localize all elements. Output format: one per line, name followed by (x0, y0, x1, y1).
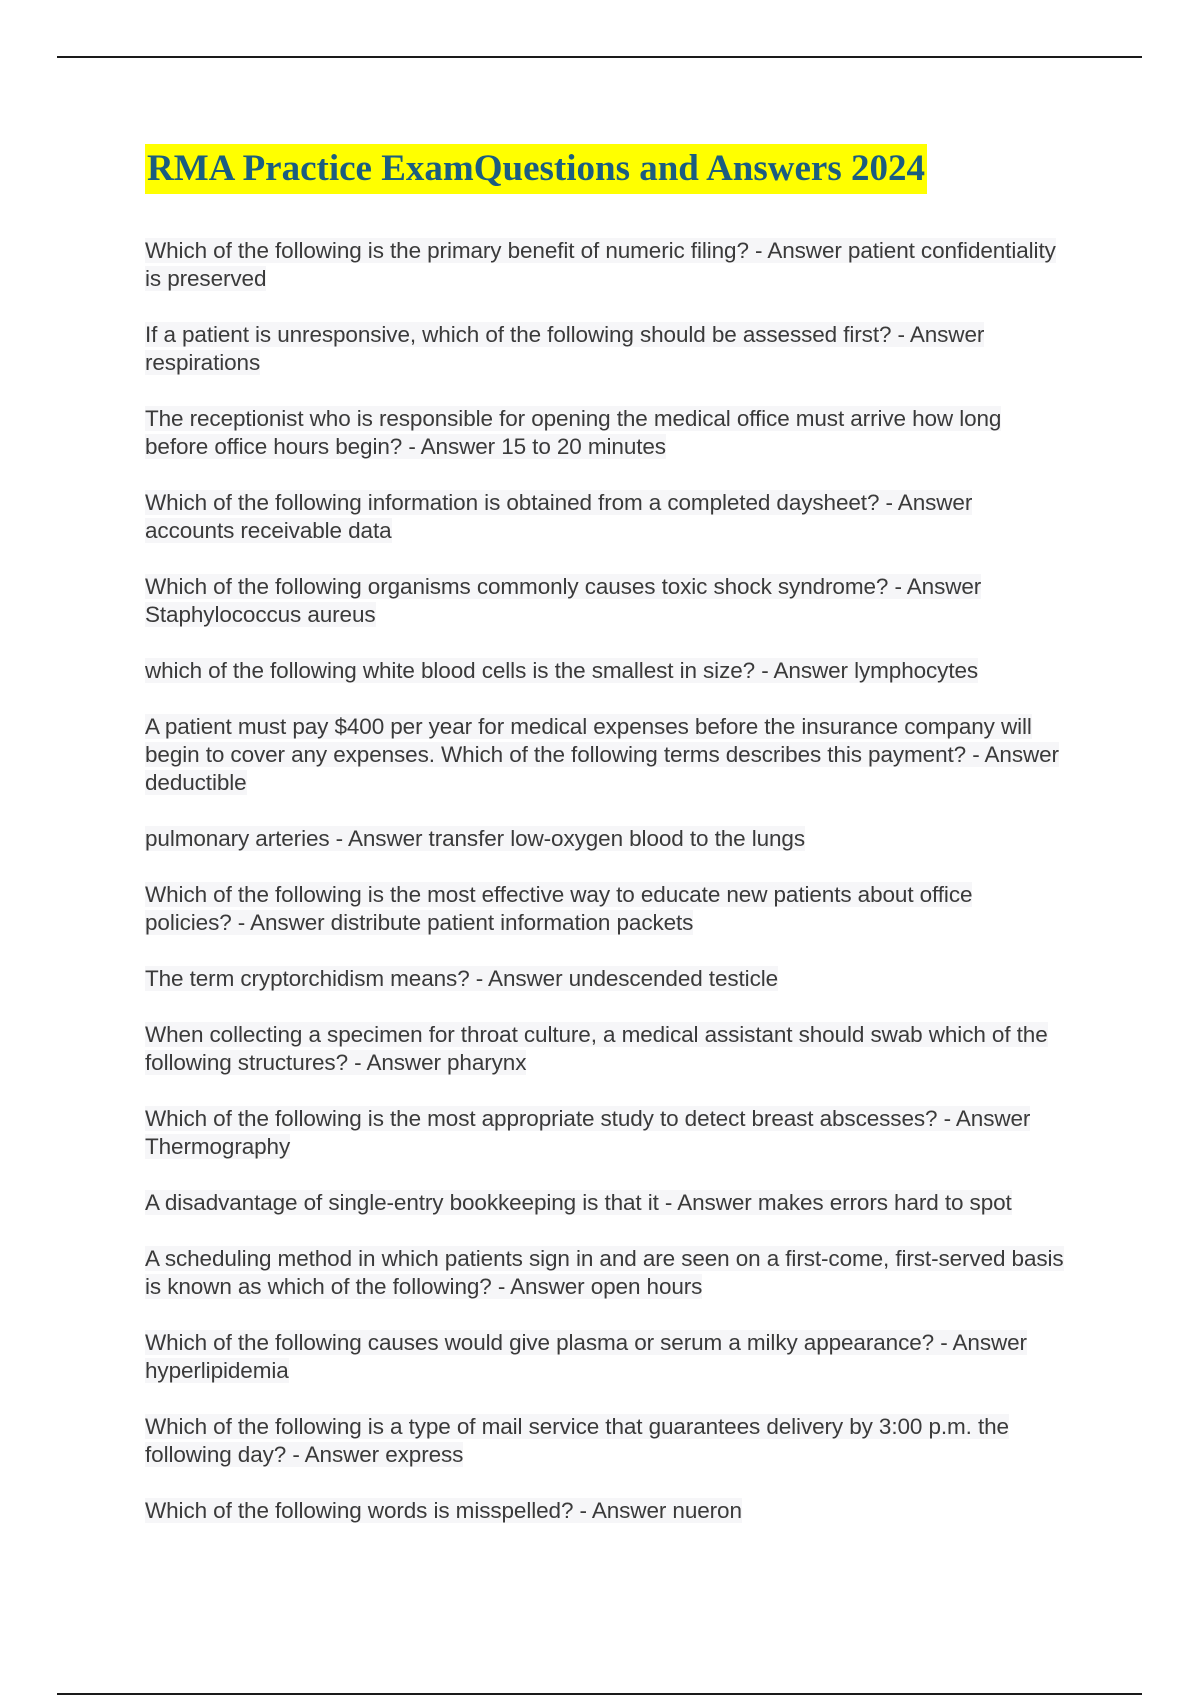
qa-text: Which of the following is the most appropriate study to detect breast abscesses? - Answer Thermography (145, 1106, 1031, 1159)
qa-item-15 (145, 1329, 1065, 1385)
qa-item-17 (145, 1497, 1065, 1525)
qa-item-1 (145, 237, 1065, 293)
qa-text: When collecting a specimen for throat culture, a medical assistant should swab which of the following structures? - Answer pharynx (145, 1022, 1048, 1075)
qa-text: Which of the following is a type of mail service that guarantees delivery by 3:00 p.m. the following day? - Answer express (145, 1414, 1009, 1467)
qa-item-3 (145, 405, 1065, 461)
qa-text: Which of the following information is obtained from a completed daysheet? - Answer accounts receivable data (145, 490, 973, 543)
qa-text: Which of the following causes would give plasma or serum a milky appearance? - Answer hyperlipidemia (145, 1330, 1027, 1383)
qa-list (145, 237, 1065, 1553)
qa-text: Which of the following words is misspelled? - Answer nueron (145, 1498, 742, 1523)
qa-item-8 (145, 825, 1065, 853)
qa-text: which of the following white blood cells is the smallest in size? - Answer lymphocytes (145, 658, 979, 683)
qa-text: Which of the following is the primary benefit of numeric filing? - Answer patient confidentiality is preserved (145, 238, 1056, 291)
qa-text: A scheduling method in which patients sign in and are seen on a first-come, first-served basis is known as which of the following? - Answer open hours (145, 1246, 1064, 1299)
qa-text: The term cryptorchidism means? - Answer undescended testicle (145, 966, 779, 991)
qa-text: Which of the following organisms commonly causes toxic shock syndrome? - Answer Staphylococcus aureus (145, 574, 982, 627)
title-block (145, 144, 927, 194)
qa-text: Which of the following is the most effective way to educate new patients about office policies? - Answer distribute patient information packets (145, 882, 973, 935)
page-title: RMA Practice ExamQuestions and Answers 2024 (145, 144, 927, 194)
qa-item-12 (145, 1105, 1065, 1161)
qa-text: A patient must pay $400 per year for medical expenses before the insurance company will begin to cover any expenses. Which of the following terms describes this payment? - Answer deductible (145, 714, 1059, 795)
qa-text: If a patient is unresponsive, which of the following should be assessed first? - Answer respirations (145, 322, 985, 375)
qa-item-9 (145, 881, 1065, 937)
qa-text: A disadvantage of single-entry bookkeeping is that it - Answer makes errors hard to spot (145, 1190, 1012, 1215)
bottom-rule (57, 1693, 1142, 1695)
top-rule (57, 56, 1142, 58)
qa-item-7 (145, 713, 1065, 797)
qa-item-2 (145, 321, 1065, 377)
qa-item-11 (145, 1021, 1065, 1077)
qa-item-4 (145, 489, 1065, 545)
qa-item-5 (145, 573, 1065, 629)
qa-text: pulmonary arteries - Answer transfer low-oxygen blood to the lungs (145, 826, 805, 851)
qa-item-16 (145, 1413, 1065, 1469)
qa-text: The receptionist who is responsible for opening the medical office must arrive how long before office hours begin? - Answer 15 to 20 minutes (145, 406, 1002, 459)
qa-item-6 (145, 657, 1065, 685)
qa-item-13 (145, 1189, 1065, 1217)
qa-item-14 (145, 1245, 1065, 1301)
qa-item-10 (145, 965, 1065, 993)
